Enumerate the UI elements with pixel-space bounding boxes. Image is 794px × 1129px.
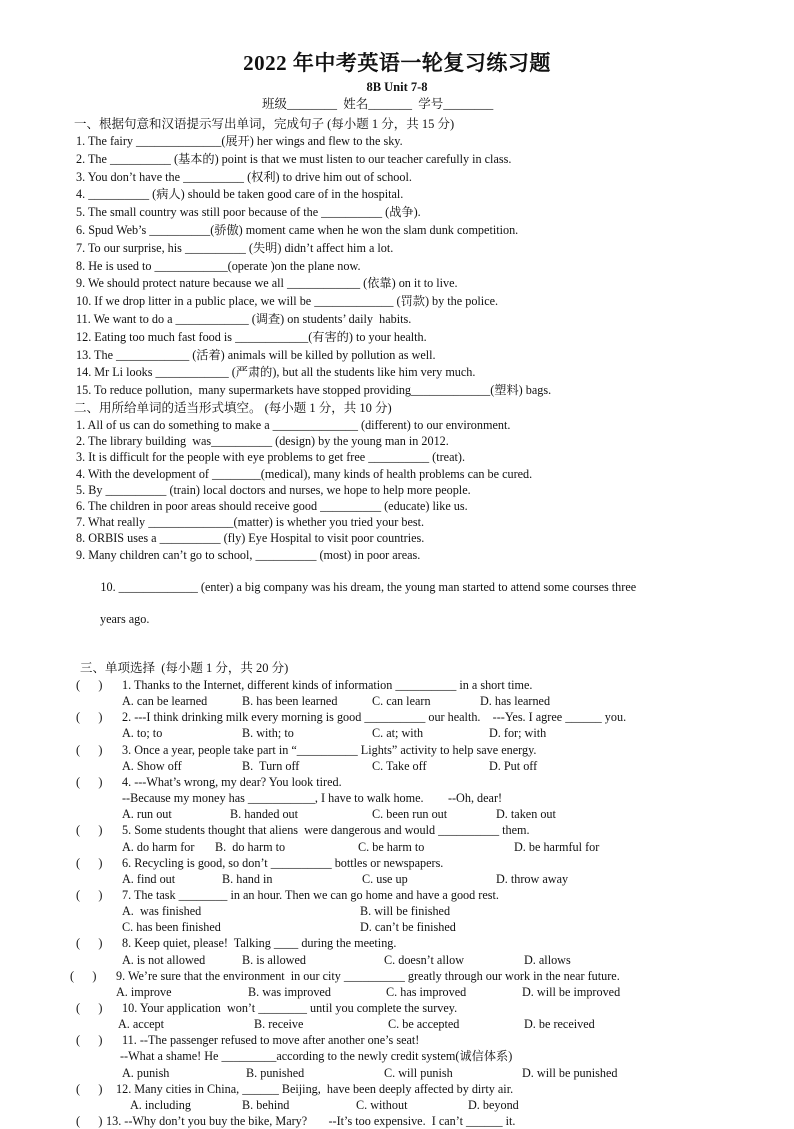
- question-stem: 12. Many cities in China, ______ Beijing, have been deeply affected by dirty air.: [116, 1081, 514, 1096]
- option-c: C. can learn: [372, 694, 431, 709]
- question-stem: 6. Recycling is good, so don’t __________ bottles or newspapers.: [122, 855, 444, 870]
- option-d: D. for; with: [489, 726, 547, 741]
- option-d: D. will be punished: [522, 1065, 618, 1080]
- options-row: [76, 871, 736, 887]
- answer-blank: ( ): [76, 823, 103, 838]
- list-item: 8. He is used to ____________(operate )on the plane now.: [76, 258, 361, 273]
- option-b: B. Turn off: [242, 758, 300, 773]
- option-c: C. use up: [362, 871, 408, 886]
- list-item: 9. Many children can’t go to school, __________ (most) in poor areas.: [76, 547, 421, 562]
- answer-blank: ( ): [76, 742, 103, 757]
- list-item: [76, 822, 736, 854]
- option-d: D. taken out: [496, 807, 556, 822]
- option-b: B. hand in: [222, 871, 273, 886]
- question-dialogue: --Because my money has ___________, I have to walk home. --Oh, dear!: [122, 791, 503, 806]
- question-stem: 4. ---What’s wrong, my dear? You look tired.: [122, 774, 342, 789]
- item-10-line-1: 10. _____________ (enter) a big company was his dream, the young man started to attend some courses three: [100, 579, 637, 594]
- answer-blank: ( ): [76, 1000, 103, 1015]
- question-stem: 1. Thanks to the Internet, different kinds of information __________ in a short time.: [122, 678, 533, 692]
- option-c: C. at; with: [372, 726, 424, 741]
- options-row: [76, 839, 736, 855]
- option-c: C. without: [356, 1097, 408, 1112]
- list-item: 1. All of us can do something to make a ______________ (different) to our environment.: [76, 417, 511, 432]
- list-item: [76, 742, 736, 774]
- option-d: D. beyond: [468, 1097, 519, 1112]
- option-d: D. Put off: [489, 758, 538, 773]
- option-c: C. be harm to: [358, 839, 425, 854]
- list-item: 7. To our surprise, his __________ (失明) didn’t affect him a lot.: [76, 240, 394, 255]
- section-1-heading: 一、根据句意和汉语提示写出单词，完成句子 (每小题 1 分，共 15 分): [74, 117, 455, 131]
- answer-blank: ( ): [76, 936, 103, 951]
- option-b: B. is allowed: [242, 952, 306, 967]
- option-b: B. do harm to: [215, 839, 286, 854]
- option-d: D. has learned: [480, 694, 551, 709]
- list-item: 2. The library building was__________ (design) by the young man in 2012.: [76, 434, 449, 449]
- answer-blank: ( ): [76, 710, 103, 725]
- question-stem: 2. ---I think drinking milk every morning is good __________ our health. ---Yes. I agree ______ you.: [122, 710, 627, 725]
- question-dialogue: --What a shame! He _________according to the newly credit system(诚信体系): [120, 1049, 513, 1064]
- list-item: 4. With the development of ________(medical), many kinds of health problems can be cured.: [76, 466, 533, 481]
- option-c: C. has been finished: [122, 920, 221, 935]
- answer-blank: ( ): [76, 1081, 103, 1096]
- list-item: [76, 1113, 736, 1129]
- option-c: C. Take off: [372, 758, 427, 773]
- list-item: [76, 1081, 736, 1113]
- answer-blank: ( ): [70, 968, 97, 983]
- options-row: [76, 903, 736, 935]
- list-item: 10. If we drop litter in a public place, we will be _____________ (罚款) by the police.: [76, 294, 499, 309]
- option-d: D. will be improved: [522, 984, 621, 999]
- option-b: B. receive: [254, 1017, 304, 1032]
- options-row: [76, 725, 736, 741]
- options-row: [76, 758, 736, 774]
- answer-blank: ( ): [76, 855, 103, 870]
- list-item: 8. ORBIS uses a __________ (fly) Eye Hospital to visit poor countries.: [76, 531, 425, 546]
- list-item: 7. What really ______________(matter) is whether you tried your best.: [76, 515, 425, 530]
- option-b: B. will be finished: [360, 904, 451, 919]
- option-b: B. with; to: [242, 726, 294, 741]
- option-a: A. punish: [122, 1065, 170, 1080]
- option-c: C. be accepted: [388, 1017, 460, 1032]
- answer-blank: ( ): [76, 678, 103, 692]
- list-item: 2. The __________ (基本的) point is that we must listen to our teacher carefully in class.: [76, 151, 512, 166]
- list-item: [76, 1000, 736, 1032]
- option-d: D. can’t be finished: [360, 920, 456, 935]
- list-item: [76, 774, 736, 822]
- section-2-list: [76, 417, 736, 660]
- list-item: [76, 1032, 736, 1080]
- list-item: 6. Spud Web’s __________(骄傲) moment came when he won the slam dunk competition.: [76, 222, 519, 237]
- answer-blank: ( ): [76, 887, 103, 902]
- list-item: 11. We want to do a ____________ (调查) on students’ daily habits.: [76, 311, 412, 326]
- list-item: [76, 677, 736, 709]
- list-item: 5. By __________ (train) local doctors and nurses, we hope to help more people.: [76, 482, 471, 497]
- list-item: 3. You don’t have the __________ (权利) to drive him out of school.: [76, 169, 412, 184]
- question-stem: 9. We’re sure that the environment in our city __________ greatly through our work in the near future.: [116, 968, 620, 983]
- option-a: A. is not allowed: [122, 952, 206, 967]
- item-10-line-2: years ago.: [100, 612, 150, 627]
- option-d: D. be harmful for: [514, 839, 600, 854]
- list-item: 9. We should protect nature because we all ____________ (依靠) on it to live.: [76, 276, 458, 291]
- answer-blank: ( ): [76, 774, 103, 789]
- question-stem: 7. The task ________ in an hour. Then we can go home and have a good rest.: [122, 887, 499, 902]
- option-b: B. punished: [246, 1065, 305, 1080]
- option-d: D. be received: [524, 1017, 595, 1032]
- list-item: 12. Eating too much fast food is ____________(有害的) to your health.: [76, 329, 427, 344]
- options-row: [76, 693, 736, 709]
- unit-subtitle: 8B Unit 7-8: [366, 80, 428, 94]
- option-c: C. will punish: [384, 1065, 453, 1080]
- option-c: C. has improved: [386, 984, 467, 999]
- question-stem: 13. --Why don’t you buy the bike, Mary? --It’s too expensive. I can’t ______ it.: [106, 1114, 516, 1129]
- section-1-list: [76, 133, 736, 400]
- option-a: A. can be learned: [122, 694, 208, 709]
- list-item: [70, 968, 736, 1000]
- page-title: 2022 年中考英语一轮复习练习题: [243, 51, 551, 75]
- exam-content: [70, 116, 736, 1129]
- option-b: B. behind: [242, 1097, 290, 1112]
- options-row: [76, 806, 736, 822]
- list-item: 6. The children in poor areas should receive good __________ (educate) like us.: [76, 498, 468, 513]
- section-3-heading: 三、单项选择 (每小题 1 分，共 20 分): [80, 661, 289, 675]
- option-a: A. to; to: [122, 726, 163, 741]
- options-row: [70, 984, 736, 1000]
- option-c: C. been run out: [372, 807, 448, 822]
- option-d: D. allows: [524, 952, 571, 967]
- option-a: A. improve: [116, 984, 172, 999]
- option-a: A. Show off: [122, 758, 182, 773]
- question-stem: 10. Your application won’t ________ until you complete the survey.: [122, 1000, 458, 1015]
- answer-blank: ( ): [76, 1033, 103, 1048]
- option-a: A. find out: [122, 871, 176, 886]
- list-item: [76, 563, 736, 660]
- list-item: [76, 887, 736, 935]
- answer-blank: ( ): [76, 1114, 103, 1129]
- option-a: A. was finished: [122, 904, 202, 919]
- list-item: 3. It is difficult for the people with eye problems to get free __________ (treat).: [76, 450, 465, 465]
- options-row: [76, 1065, 736, 1081]
- list-item: 14. Mr Li looks ____________ (严肃的), but all the students like him very much.: [76, 365, 476, 380]
- list-item: 13. The ____________ (活着) animals will be killed by pollution as well.: [76, 347, 436, 362]
- options-row: [76, 1016, 736, 1032]
- list-item: 5. The small country was still poor because of the __________ (战争).: [76, 205, 421, 220]
- option-b: B. was improved: [248, 984, 331, 999]
- option-b: B. has been learned: [242, 694, 338, 709]
- section-2-heading: 二、用所给单词的适当形式填空。 (每小题 1 分，共 10 分): [74, 400, 392, 415]
- list-item: 15. To reduce pollution, many supermarkets have stopped providing_____________(塑料) bags.: [76, 383, 552, 398]
- option-a: A. including: [130, 1097, 191, 1112]
- student-info-line: 班级________ 姓名_______ 学号________: [262, 97, 494, 111]
- option-c: C. doesn’t allow: [384, 952, 465, 967]
- question-stem: 3. Once a year, people take part in “__________ Lights” activity to help save energy.: [122, 742, 537, 757]
- question-stem: 8. Keep quiet, please! Talking ____ during the meeting.: [122, 936, 397, 951]
- option-a: A. accept: [118, 1017, 165, 1032]
- option-d: D. throw away: [496, 871, 569, 886]
- options-row: [76, 952, 736, 968]
- options-row: [76, 1097, 736, 1113]
- list-item: [76, 709, 736, 741]
- question-stem: 5. Some students thought that aliens were dangerous and would __________ them.: [122, 823, 530, 838]
- list-item: [76, 855, 736, 887]
- option-a: A. do harm for: [122, 839, 195, 854]
- option-b: B. handed out: [230, 807, 299, 822]
- list-item: 4. __________ (病人) should be taken good care of in the hospital.: [76, 187, 404, 202]
- question-stem: 11. --The passenger refused to move after another one’s seat!: [122, 1033, 420, 1048]
- list-item: [76, 935, 736, 967]
- option-a: A. run out: [122, 807, 172, 822]
- section-3-list: [70, 677, 736, 1129]
- list-item: 1. The fairy ______________(展开) her wings and flew to the sky.: [76, 134, 403, 148]
